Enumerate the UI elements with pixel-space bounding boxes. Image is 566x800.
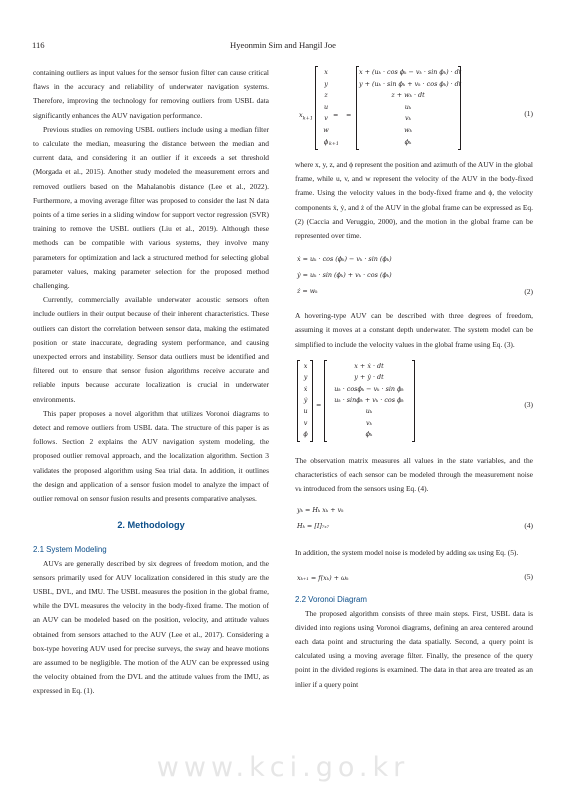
equation-row: x + (uₖ · cos ϕₖ − vₖ · sin ϕₖ) · dt — [359, 68, 462, 76]
equation-row: yₖ = Hₖ xₖ + vₖ — [297, 506, 344, 515]
paragraph: The observation matrix measures all values in the state variables, and the characteristics of each sensor can be modeled through the measurement noise vₖ introduced from the sensors using Eq. (4). — [295, 455, 533, 494]
equation-3: x y ẋ ẏ u v ϕ = x + ẋ · dt y + ẏ · dt uₖ · cosϕₖ − vₖ · sin ϕₖ uₖ · sinϕₖ + vₖ · cos ϕₖ uₖ vₖ ϕₖ (3) — [295, 358, 533, 450]
equation-row: x — [324, 68, 328, 76]
subsection-title: 2.1 System Modeling — [33, 544, 107, 554]
right-column — [295, 66, 533, 692]
eq4-number: (4) — [524, 521, 533, 531]
paragraph: This paper proposes a novel algorithm that utilizes Voronoi diagrams to detect and remove outliers from USBL data. The structure of this paper is as follows. Section 2 explains the AUV navigation system modeling, the proposed outlier removal approach, and the localization algorithm. Section 3 validates the proposed algorithm using Sea trial data. In addition, it outlines the design and application of a sensor fusion model to analyze the impact of outlier removal on sensor fusion results and presents comparative analyses. — [33, 408, 269, 504]
equation-1: $x_{k+1}$ = x y z u v w ϕ k+1 = x + (uₖ · cos ϕₖ − vₖ · sin ϕₖ) · dt y + (uₖ · sin ϕₖ + vₖ · cos ϕₖ) · dt z + wₖ · dt uₖ vₖ wₖ ϕₖ (1) — [295, 66, 533, 158]
equation-row: wₖ — [404, 125, 412, 134]
paragraph: The proposed algorithm consists of three main steps. First, USBL data is divided into regions using Voronoi diagrams, defining an area centered around each data point and structuring the data spatially. Second, a query point is calculated using a moving average filter. Finally, the presence of the query point in the divided regions is examined. The data in that area are treated as an inlier if a query point — [295, 608, 533, 689]
equation-row: ϕ — [303, 430, 308, 439]
equation-row: x — [303, 361, 308, 370]
running-authors: Hyeonmin Sim and Hangil Joe — [230, 40, 336, 50]
eq5-number: (5) — [524, 571, 533, 581]
subsection-title: 2.2 Voronoi Diagram — [295, 594, 367, 604]
eq2-lines — [297, 251, 392, 299]
equation-row: x + ẋ · dt — [354, 361, 384, 370]
eq3-state-vector — [301, 361, 310, 441]
equation-4 — [295, 502, 533, 542]
equation-row: ϕₖ — [404, 137, 412, 146]
equation-5 — [295, 567, 533, 593]
equation-row: v — [303, 418, 308, 427]
equation-row: y + ẏ · dt — [354, 373, 384, 382]
equation-row: Hₖ = [I]₇ₓ₇ — [297, 522, 330, 531]
eq1-lhs-sub: k+1 — [302, 115, 314, 122]
equation-row: y + (uₖ · sin ϕₖ + vₖ · cos ϕₖ) · dt — [359, 79, 462, 88]
paragraph: Previous studies on removing USBL outliers include using a median filter to calculate the median, measuring the distance between the median and current data, and considering it an outlier if it exceeds a set threshold (Morgada et al., 2015). Another study modeled the measurement errors and removed outliers based on the Mahalanobis distance (Lee et al., 2022). Furthermore, a moving average filter was proposed to consider the last N data points of a time series in a sliding window for support vector regression (SVR) training to remove the USBL outliers (Liu et al., 2019). Although these methods can be compatible with various systems, they involve many parameters for optimization and lack a structured method for selecting global parameter values, making parameter selection for the proposed method challenging. — [33, 124, 269, 291]
equation-row: ẏ — [303, 396, 308, 405]
equation-row: u — [303, 407, 308, 416]
equation-row: v — [324, 114, 328, 123]
page-header — [32, 40, 534, 54]
paragraph: AUVs are generally described by six degrees of freedom motion, and the sensors primarily used for AUV localization considered in this study are the USBL, DVL, and IMU. The USBL measures the position in the global frame, while the DVL measures the velocity in the body-fixed frame. The motion of an AUV can be modeled based on the position, velocity, and attitude values obtained from sensors attached to the AUV (Lee et al., 2017). Considering a box-type hovering AUV used for precise surveys, the sway and heave motions are assumed to be negligible. The motion of the AUV can be expressed using the velocity obtained from the DVL and the attitude values from the IMU, as expressed in Eq. (1). — [33, 558, 269, 696]
equation-row: u — [323, 102, 329, 111]
eq5-line: xₖ₊₁ = f(xₖ) + ωₖ — [297, 573, 349, 582]
equation-row: ϕₖ — [365, 430, 373, 439]
equation-row: y — [324, 79, 328, 88]
equation-row: y — [303, 373, 308, 382]
paragraph: A hovering-type AUV can be described with three degrees of freedom, assuming it moves at a constant depth underwater. The system model can be simplified to include the velocity values in the global frame using Eq. (3). — [295, 311, 533, 349]
eq2-number: (2) — [524, 287, 533, 297]
paragraph: where x, y, z, and ϕ represent the position and azimuth of the AUV in the global frame, while u, v, and w represent the velocity of the AUV in the body-fixed frame. Using the velocity values in the body-fixed frame and ϕ, the velocity components ẋ, ẏ, and ż of the AUV in the global frame can be expressed as Eq. (2) (Caccia and Veruggio, 2000), and the motion in the global frame can be represented over time. — [295, 160, 533, 241]
left-column — [33, 66, 269, 699]
equation-row: z + wₖ · dt — [391, 91, 425, 100]
watermark: www.kci.go.kr — [156, 752, 410, 783]
equation-row: ż = wₖ — [297, 287, 318, 296]
eq4-lines — [297, 502, 344, 534]
equation-row: w — [323, 125, 329, 134]
equation-row: ϕ — [323, 137, 329, 146]
eq3-rhs-vector — [327, 361, 411, 441]
eq1-rhs-vector — [359, 67, 462, 148]
eq1-vector-sub: k+1 — [329, 142, 339, 147]
equation-2 — [295, 251, 533, 305]
section-title: 2. Methodology — [117, 520, 185, 531]
eq1-state-vector — [320, 67, 332, 148]
eq1-number: (1) — [524, 109, 533, 118]
paragraph: containing outliers as input values for the sensor fusion filter can cause critical flaws in the accuracy and reliability of underwater navigation systems. Therefore, improving the technology for removing outliers from USBL data significantly enhances the AUV navigation performance. — [33, 68, 269, 120]
equation-row: vₖ — [366, 418, 372, 427]
equation-row: z — [324, 91, 328, 100]
paragraph: In addition, the system model noise is modeled by adding ωₖ using Eq. (5). — [295, 548, 519, 558]
equation-row: uₖ — [404, 102, 412, 111]
equation-row: vₖ — [405, 114, 411, 123]
equation-row: ẋ = uₖ · cos (ϕₖ) − vₖ · sin (ϕₖ) — [297, 255, 392, 264]
equation-row: ẋ — [303, 384, 308, 393]
equation-row: uₖ · cosϕₖ − vₖ · sin ϕₖ — [334, 384, 404, 393]
eq3-number: (3) — [524, 399, 533, 409]
page-number: 116 — [32, 40, 45, 50]
eq1-lhs: x — [299, 111, 303, 119]
equation-row: uₖ — [365, 407, 373, 416]
equation-row: uₖ · sinϕₖ + vₖ · cos ϕₖ — [334, 396, 404, 405]
equation-row: ẏ = uₖ · sin (ϕₖ) + vₖ · cos (ϕₖ) — [297, 271, 392, 280]
paragraph: Currently, commercially available underwater acoustic sensors often include outliers in their output because of their inherent characteristics. These outliers can distort the correlation between sensor data, making the estimated position or state inaccurate, degrading system performance, and causing unexpected errors and instability. Sensor data outliers must be identified and filtered out to ensure that sensor fusion algorithms receive accurate and reliable inputs because accurate localization is crucial in underwater environments. — [33, 295, 269, 404]
